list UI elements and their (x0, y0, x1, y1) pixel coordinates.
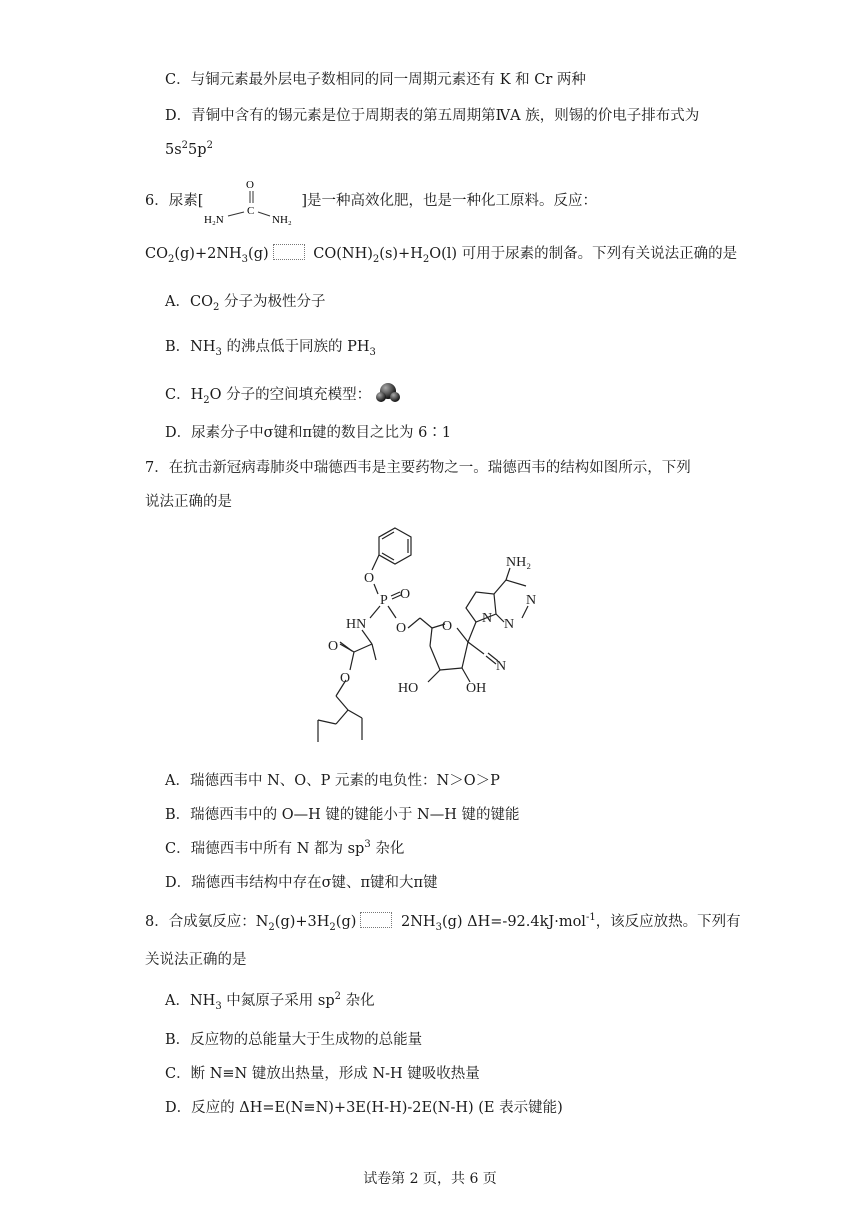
equilibrium-arrow-icon (273, 244, 305, 260)
q6-reaction: $CO_2(g)+2NH_3(g)$ $CO(NH)_2(s)+H_2O(l)$ 可用于尿素的制备。下列有关说法正确的是 (145, 246, 738, 265)
urea-nh2-label: NH₂ (272, 214, 292, 226)
oh-label: OH (466, 681, 487, 696)
nitrile-n-label: N (496, 659, 507, 674)
remdesivir-structure (300, 520, 570, 748)
urea-h2n-label: H₂N (204, 214, 224, 226)
ester-o-label: O (396, 621, 407, 636)
q8-option-c: C．断 N≡N 键放出热量，形成 N-H 键吸收热量 (165, 1066, 480, 1082)
amine-hn-label: HN (346, 617, 367, 632)
q6-stem: 6．尿素[ ]是一种高效化肥，也是一种化工原料。反应： (145, 193, 598, 209)
q7-option-c: C．瑞德西韦中所有 N 都为 $sp^3$ 杂化 (165, 839, 405, 857)
q6-option-c: C．$H_2O$ 分子的空间填充模型： (165, 382, 400, 405)
q7-option-d: D．瑞德西韦结构中存在σ键、π键和大π键 (165, 875, 438, 891)
q8-stem-line1: 8．合成氨反应：$N_2(g)+3H_2(g)$ $2NH_3(g)$ ΔH=-92.4kJ·mol$^{-1}$，该反应放热。下列有 (145, 912, 741, 933)
urea-c-label: C (247, 205, 255, 217)
equilibrium-arrow-icon-2 (360, 912, 392, 928)
q7-stem-line2: 说法正确的是 (145, 494, 232, 510)
triazine-n2-label: N (504, 617, 515, 632)
water-space-filling-model-icon (376, 382, 400, 404)
urea-o-label: O (246, 179, 254, 191)
q7-option-a: A．瑞德西韦中 N、O、P 元素的电负性：N＞O＞P (165, 773, 500, 789)
phosphorus-label: P (380, 593, 388, 608)
phenoxy-o-label: O (364, 571, 375, 586)
page-footer: 试卷第 2 页，共 6 页 (363, 1171, 497, 1187)
q8-option-d: D．反应的 ΔH=E(N≡N)+3E(H-H)-2E(N-H) (E 表示键能) (165, 1100, 563, 1116)
q8-option-b: B．反应物的总能量大于生成物的总能量 (165, 1032, 423, 1048)
q8-stem-line2: 关说法正确的是 (145, 952, 247, 968)
prev-option-c: C．与铜元素最外层电子数相同的同一周期元素还有 K 和 Cr 两种 (165, 72, 586, 88)
prev-option-d-line2: $5s^25p^2$ (165, 140, 213, 158)
q7-stem-line1: 7．在抗击新冠病毒肺炎中瑞德西韦是主要药物之一。瑞德西韦的结构如图所示，下列 (145, 460, 691, 476)
carbonyl-o-label: O (328, 639, 339, 654)
alkoxy-o-label: O (340, 671, 351, 686)
nh2-label: NH₂ (506, 555, 532, 570)
q6-option-a: A．$CO_2$ 分子为极性分子 (165, 294, 326, 313)
q8-option-a: A．$NH_3$ 中氮原子采用 $sp^2$ 杂化 (165, 991, 375, 1012)
phosphoryl-o-label: O (400, 587, 411, 602)
ring-o-label: O (442, 619, 453, 634)
q6-option-d: D．尿素分子中σ键和π键的数目之比为 6∶1 (165, 425, 452, 441)
ho-label: HO (398, 681, 419, 696)
q6-option-b: B．$NH_3$ 的沸点低于同族的 $PH_3$ (165, 339, 376, 358)
q7-option-b: B．瑞德西韦中的 O—H 键的键能小于 N—H 键的键能 (165, 807, 520, 823)
prev-option-d-line1: D．青铜中含有的锡元素是位于周期表的第五周期第ⅣA 族，则锡的价电子排布式为 (165, 108, 700, 124)
urea-structure (200, 172, 304, 226)
pyrrole-n-label: N (482, 611, 493, 626)
triazine-n1-label: N (526, 593, 537, 608)
